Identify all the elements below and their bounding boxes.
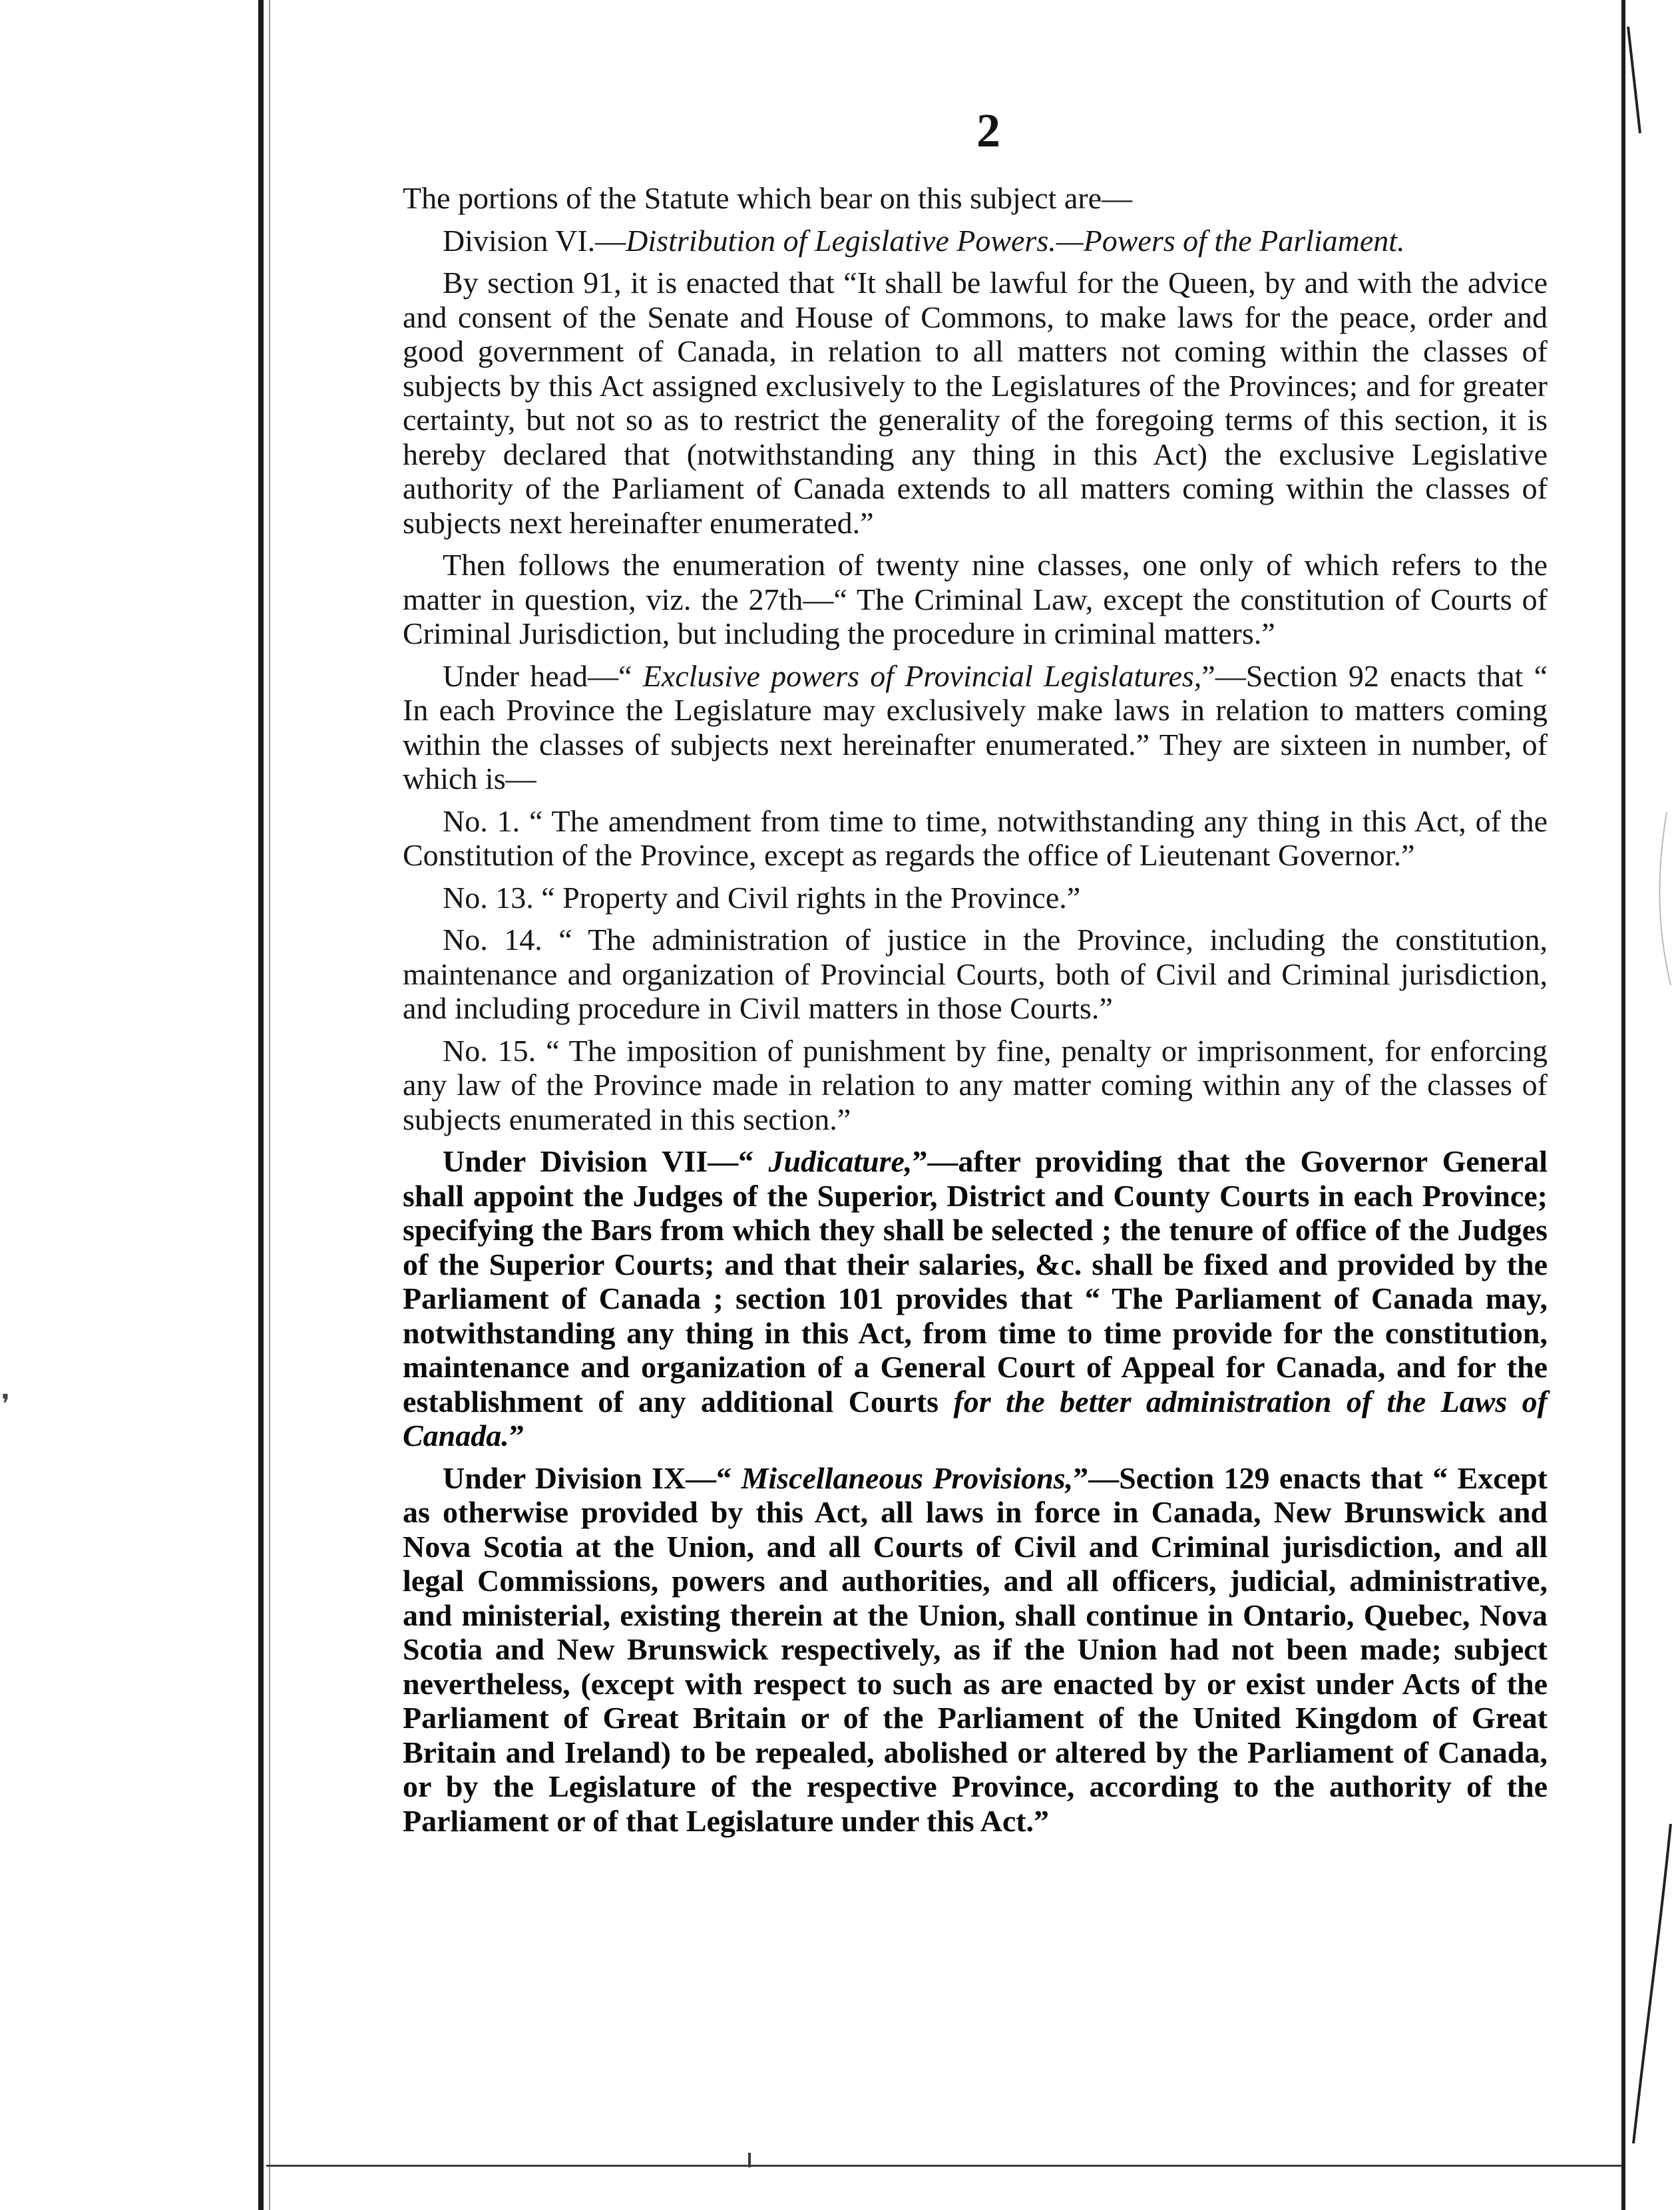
division-ix-paragraph (403, 1461, 1548, 1839)
page-number: 2 (976, 104, 1000, 157)
page-left-edge-shadow (269, 0, 270, 2210)
page-left-edge (258, 0, 264, 2210)
division-vii-body: ”—after providing that the Governor General shall appoint the Judges of the Superior, District and County Courts in each Province; specifying the Bars from which they shall be selected ; the tenure of office of the Judges of the Superior Courts; and that their salaries, &c. shall be fixed and provided by the Parliament of Canada ; section 101 provides that “ The Parliament of Canada may, notwithstanding any thing in this Act, from time to time provide for the constitution, maintenance and organization of a General Court of Appeal for Canada, and for the establishment of any additional Courts (403, 1144, 1548, 1419)
division-vii-italic-phrase: for the better administration of the Laws of Canada. (403, 1384, 1548, 1452)
section-92-body: ”—Section 92 enacts that “ In each Province the Legislature may exclusively make laws in relation to matters coming within the classes of subjects next hereinafter enumerated.” They are sixteen in number, of which is— (403, 658, 1548, 795)
section-92-heading: Exclusive powers of Provincial Legislatures, (642, 658, 1202, 693)
division-vi-heading (403, 224, 1548, 258)
division-ix-heading: Miscellaneous Provisions, (741, 1460, 1074, 1495)
section-92-paragraph (403, 659, 1548, 796)
section-91-paragraph: By section 91, it is enacted that “It shall be lawful for the Queen, by and with the advice and consent of the Senate and House of Commons, to make laws for the peace, order and good government of Canada, in relation to all matters not coming within the classes of subjects by this Act assigned exclusively to the Legislatures of the Provinces; and for greater certainty, but not so as to restrict the generality of the foregoing terms of this section, it is hereby declared that (notwithstanding any thing in this Act) the exclusive Legislative authority of the Parliament of Canada extends to all matters coming within the classes of subjects next hereinafter enumerated.” (403, 266, 1548, 540)
division-ix-body: ”—Section 129 enacts that “ Except as otherwise provided by this Act, all laws in force in Canada, New Brunswick and Nova Scotia at the Union, and all Courts of Civil and Criminal jurisdiction, and all legal Commissions, powers and authorities, and all officers, judicial, administrative, and ministerial, existing therein at the Union, shall continue in Ontario, Quebec, Nova Scotia and New Brunswick respectively, as if the Union had not been made; subject nevertheless, (except with respect to such as are enacted by or exist under Acts of the Parliament of Great Britain or of the Parliament of the United Kingdom of Great Britain and Ireland) to be repealed, abolished or altered by the Parliament of Canada, or by the Legislature of the respective Province, according to the authority of the Parliament or of that Legislature under this Act.” (403, 1460, 1548, 1838)
page-bottom-mark (748, 2153, 751, 2167)
document-body (403, 181, 1548, 1846)
intro-paragraph: The portions of the Statute which bear on this subject are— (403, 181, 1133, 215)
margin-speck: ❜ (1, 1389, 10, 1419)
division-vii-heading: Judicature, (768, 1144, 913, 1178)
division-vii-paragraph (403, 1144, 1548, 1453)
page-curl-right (1627, 27, 1673, 2143)
item-no-13: No. 13. “ Property and Civil rights in the Province.” (443, 880, 1081, 915)
division-vi-title: Distribution of Legislative Powers.—Powers of the Parliament. (626, 223, 1405, 258)
item-no-14: No. 14. “ The administration of justice in the Province, including the constitution, maintenance and organization of Provincial Courts, both of Civil and Criminal jurisdiction, and including procedure in Civil matters in those Courts.” (403, 923, 1548, 1025)
division-vii-lead: Under Division VII—“ (443, 1144, 769, 1178)
item-no-1: No. 1. “ The amendment from time to time, notwithstanding any thing in this Act, of the Constitution of the Province, except as regards the office of Lieutenant Governor.” (403, 803, 1548, 872)
division-vi-label: Division VI.— (443, 223, 626, 258)
division-vii-tail: ” (509, 1419, 525, 1452)
item-no-15: No. 15. “ The imposition of punishment by fine, penalty or imprisonment, for enforcing any law of the Province made in relation to any matter coming within any of the classes of subjects enumerated in this section.” (403, 1033, 1548, 1136)
enumeration-paragraph: Then follows the enumeration of twenty nine classes, one only of which refers to the matter in question, viz. the 27th—“ The Criminal Law, except the constitution of Courts of Criminal Jurisdiction, but including the procedure in criminal matters.” (403, 548, 1548, 650)
section-92-lead: Under head—“ (443, 658, 643, 693)
page-right-edge (1621, 0, 1625, 2210)
division-ix-lead: Under Division IX—“ (443, 1460, 741, 1495)
page-bottom-edge (266, 2165, 1621, 2167)
